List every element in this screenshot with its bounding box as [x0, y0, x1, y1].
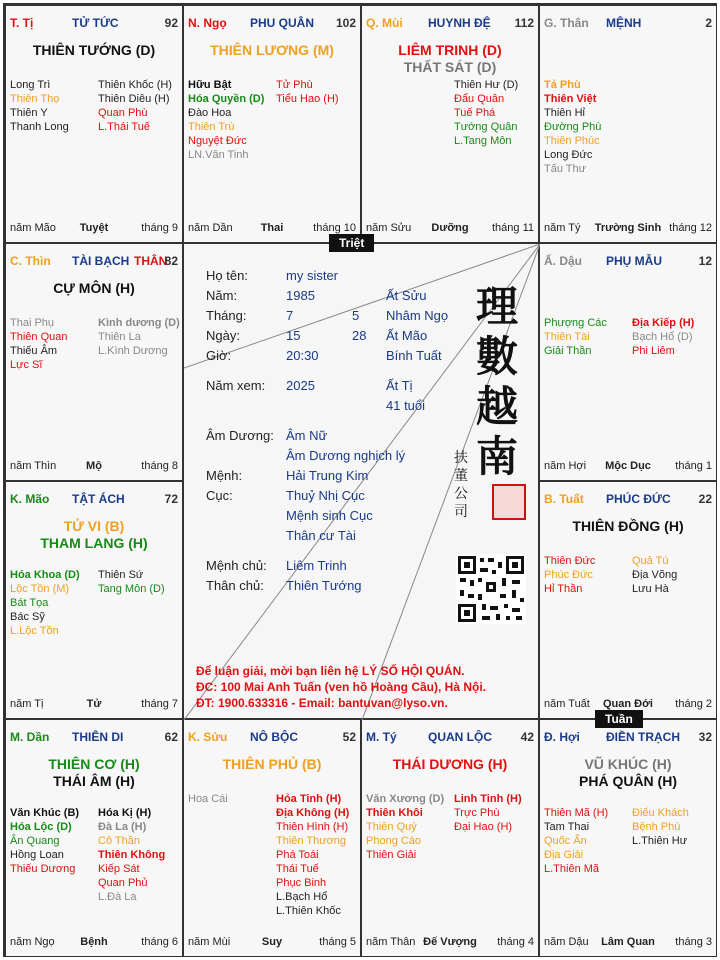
footer-truong-sinh: Quan Đới — [603, 698, 653, 710]
minor-star: Bát Tọa — [10, 597, 49, 609]
footer-truong-sinh: Mộ — [86, 460, 102, 472]
minor-stars-left — [188, 792, 228, 806]
earthly-branch: Q. Mùi — [366, 16, 403, 30]
main-star: THIÊN ĐỒNG (H) — [572, 518, 684, 534]
palace-name: TỬ TỨC — [72, 16, 119, 30]
value-thang-am: 5 — [352, 308, 360, 323]
palace-header — [544, 254, 712, 270]
footer-truong-sinh: Lâm Quan — [601, 936, 655, 948]
palace-footer — [10, 222, 178, 236]
footer-year: năm Dần — [188, 222, 233, 234]
minor-star: Đẩu Quân — [454, 93, 505, 105]
value-ngay: 15 — [286, 328, 301, 343]
main-stars — [540, 518, 716, 535]
label-ngay: Ngày: — [206, 328, 240, 343]
footer-month: tháng 5 — [319, 936, 356, 948]
palace-name: THIÊN DI — [72, 730, 124, 744]
minor-star: Quốc Ấn — [544, 835, 587, 847]
footer-truong-sinh: Mộc Dục — [605, 460, 651, 472]
value-gio: 20:30 — [286, 348, 319, 363]
main-star: CỰ MÔN (H) — [53, 280, 135, 296]
label-nam: Năm: — [206, 288, 238, 303]
minor-star: Lộc Tồn (M) — [10, 583, 70, 595]
minor-stars-right — [632, 806, 689, 848]
label-menh: Mệnh: — [206, 468, 243, 483]
palace-cell-hoi — [539, 719, 717, 957]
minor-star: Thiên Quý — [366, 821, 417, 833]
minor-star: Quan Phủ — [98, 877, 148, 889]
minor-stars-left — [10, 568, 80, 638]
minor-stars-right — [632, 554, 677, 596]
minor-star: Hỏa Tinh (H) — [276, 793, 342, 805]
palace-name: ĐIỀN TRẠCH — [606, 730, 680, 744]
main-star: VŨ KHÚC (H) — [584, 756, 672, 772]
minor-star: LN.Văn Tinh — [188, 149, 249, 161]
minor-star: Phi Liêm — [632, 345, 675, 357]
minor-star: Thiên Khốc (H) — [98, 79, 172, 91]
minor-star: Hỉ Thần — [544, 583, 583, 595]
value-cuc-3: Thân cư Tài — [286, 528, 356, 543]
footer-month: tháng 10 — [313, 222, 356, 234]
earthly-branch: K. Sửu — [188, 730, 228, 744]
footer-year: năm Hợi — [544, 460, 587, 472]
minor-star: Tuế Phá — [454, 107, 496, 119]
calligraphy-char-4: 南 — [476, 432, 519, 481]
minor-stars-left — [10, 806, 79, 876]
label-am-duong: Âm Dương: — [206, 428, 274, 443]
minor-star: Kiếp Sát — [98, 863, 140, 875]
triet-marker: Triệt — [329, 234, 374, 252]
label-than-chu: Thân chủ: — [206, 578, 264, 593]
minor-star: Tang Môn (D) — [98, 583, 165, 595]
minor-star: Địa Giải — [544, 849, 584, 861]
minor-star: Hóa Lộc (D) — [10, 821, 72, 833]
calligraphy-char-2: 數 — [476, 332, 519, 381]
minor-star: Tiểu Hao (H) — [276, 93, 339, 105]
age-number: 72 — [164, 492, 178, 506]
footer-year: năm Mão — [10, 222, 56, 234]
minor-star: Văn Khúc (B) — [10, 807, 80, 819]
footer-year: năm Tị — [10, 698, 44, 710]
footer-year: năm Ngọ — [10, 936, 55, 948]
earthly-branch: M. Dần — [10, 730, 50, 744]
palace-cell-thin — [5, 243, 183, 481]
minor-star: L.Đà La — [98, 891, 137, 903]
palace-footer — [544, 936, 712, 950]
palace-name: PHU QUÂN — [250, 16, 315, 30]
age-number: 32 — [698, 730, 712, 744]
age-number: 52 — [342, 730, 356, 744]
main-star: THIÊN LƯƠNG (M) — [210, 42, 334, 58]
value-tuoi: 41 tuổi — [386, 398, 426, 413]
main-star: THIÊN CƠ (H) — [48, 756, 140, 772]
minor-star: Tam Thai — [544, 821, 590, 833]
footer-truong-sinh: Thai — [260, 222, 284, 234]
palace-footer — [188, 936, 356, 950]
footer-month: tháng 1 — [675, 460, 712, 472]
earthly-branch: M. Tý — [366, 730, 397, 744]
value-than-chu: Thiên Tướng — [286, 578, 362, 593]
main-star: THIÊN TƯỚNG (D) — [32, 42, 156, 58]
footer-truong-sinh: Tử — [86, 698, 102, 710]
palace-cell-than — [539, 5, 717, 243]
main-stars — [184, 42, 360, 59]
palace-cell-mao — [5, 481, 183, 719]
palace-header — [544, 16, 712, 32]
minor-star: Hữu Bật — [188, 79, 232, 91]
palace-header — [366, 16, 534, 32]
value-thang: 7 — [286, 308, 294, 323]
palace-name: PHỤ MẪU — [606, 254, 662, 268]
earthly-branch: B. Tuất — [544, 492, 584, 506]
main-stars — [184, 756, 360, 773]
main-stars — [362, 42, 538, 76]
footer-truong-sinh: Bệnh — [80, 936, 108, 948]
minor-star: Thiên Hình (H) — [276, 821, 349, 833]
age-number: 102 — [335, 16, 356, 30]
minor-star: L.Kình Dương — [98, 345, 168, 357]
minor-star: Đại Hao (H) — [454, 821, 513, 833]
minor-stars-left — [10, 78, 69, 134]
minor-star: Long Trì — [10, 79, 51, 91]
palace-footer — [366, 936, 534, 950]
palace-cell-ngo — [183, 5, 361, 243]
palace-header — [544, 492, 712, 508]
footer-month: tháng 4 — [497, 936, 534, 948]
minor-star: Thiên Quan — [10, 331, 68, 343]
value-nam-can: Ất Sửu — [386, 288, 427, 303]
minor-star: Thiên Khôi — [366, 807, 423, 819]
palace-name: HUYNH ĐỆ — [428, 16, 491, 30]
minor-star: Cô Thần — [98, 835, 140, 847]
minor-star: Thiên Trù — [188, 121, 235, 133]
minor-star: Bệnh Phù — [632, 821, 681, 833]
palace-footer — [544, 460, 712, 474]
value-ngay-am: 28 — [352, 328, 367, 343]
palace-name: TÀI BẠCH — [72, 254, 130, 268]
minor-star: Tấu Thư — [544, 163, 587, 175]
palace-cell-ty — [361, 719, 539, 957]
palace-cell-suu — [183, 719, 361, 957]
minor-stars-left — [544, 806, 608, 876]
footer-truong-sinh: Dưỡng — [431, 222, 469, 234]
calligraphy-char-3: 越 — [476, 382, 519, 431]
minor-stars-right — [454, 78, 518, 148]
minor-star: Tướng Quân — [454, 121, 518, 133]
main-stars — [540, 756, 716, 790]
palace-header — [10, 730, 178, 746]
minor-star: Long Đức — [544, 149, 593, 161]
palace-header — [188, 16, 356, 32]
main-star: PHÁ QUÂN (H) — [579, 773, 677, 789]
minor-star: Thiên Thương — [276, 835, 347, 847]
red-seal-stamp — [492, 484, 526, 520]
minor-star: Giải Thần — [544, 345, 592, 357]
footer-month: tháng 9 — [141, 222, 178, 234]
main-star: THIÊN PHỦ (B) — [222, 756, 322, 772]
label-thang: Tháng: — [206, 308, 247, 323]
earthly-branch: C. Thìn — [10, 254, 51, 268]
footer-truong-sinh: Trường Sinh — [594, 222, 662, 234]
minor-stars-left — [10, 316, 67, 372]
main-star: THÁI DƯƠNG (H) — [392, 756, 508, 772]
minor-star: Hoa Cái — [188, 793, 228, 805]
earthly-branch: Đ. Hợi — [544, 730, 580, 744]
palace-footer — [10, 936, 178, 950]
label-nam-xem: Năm xem: — [206, 378, 266, 393]
calligraphy-char-1: 理 — [476, 282, 519, 331]
main-star: TỬ VI (B) — [63, 518, 125, 534]
minor-star: Trực Phù — [454, 807, 500, 819]
label-menh-chu: Mệnh chủ: — [206, 558, 267, 573]
minor-star: Thiên Đức — [544, 555, 596, 567]
minor-stars-left — [366, 792, 444, 862]
minor-star: L.Tang Môn — [454, 135, 512, 147]
footer-month: tháng 3 — [675, 936, 712, 948]
minor-star: Hóa Quyền (D) — [188, 93, 265, 105]
earthly-branch: G. Thân — [544, 16, 589, 30]
palace-cell-mui — [361, 5, 539, 243]
minor-stars-right — [98, 316, 180, 358]
minor-stars-right — [98, 78, 172, 134]
main-star: THÁI ÂM (H) — [53, 773, 135, 789]
minor-star: Thiên Hư (D) — [454, 79, 519, 91]
label-gio: Giờ: — [206, 348, 232, 363]
palace-footer — [10, 460, 178, 474]
minor-star: Đà La (H) — [98, 821, 147, 833]
minor-star: Tử Phù — [276, 79, 313, 91]
age-number: 12 — [698, 254, 712, 268]
minor-star: Nguyệt Đức — [188, 135, 247, 147]
minor-star: Đường Phù — [544, 121, 602, 133]
palace-header — [366, 730, 534, 746]
minor-star: Thai Phụ — [10, 317, 55, 329]
footer-month: tháng 8 — [141, 460, 178, 472]
minor-star: L.Lộc Tồn — [10, 625, 59, 637]
minor-star: Thanh Long — [10, 121, 69, 133]
tuan-marker: Tuần — [595, 710, 643, 728]
age-number: 82 — [164, 254, 178, 268]
minor-star: L.Bạch Hổ — [276, 891, 328, 903]
minor-star: Văn Xương (D) — [366, 793, 445, 805]
main-star: THẤT SÁT (D) — [403, 59, 497, 75]
minor-star: Thiên Không — [98, 849, 166, 861]
minor-star: Thiên Việt — [544, 93, 597, 105]
age-number: 92 — [164, 16, 178, 30]
footer-truong-sinh: Đế Vượng — [423, 936, 477, 948]
minor-star: Đào Hoa — [188, 107, 232, 119]
main-star: THAM LANG (H) — [40, 535, 148, 551]
minor-star: Thiếu Âm — [10, 345, 58, 357]
main-stars — [6, 756, 182, 790]
palace-footer — [544, 222, 712, 236]
palace-header — [10, 492, 178, 508]
main-stars — [362, 756, 538, 773]
value-nam-xem-can: Ất Tị — [386, 378, 413, 393]
value-am-duong-2: Âm Dương nghịch lý — [286, 448, 406, 463]
minor-stars-left — [188, 78, 264, 162]
earthly-branch: Ấ. Dậu — [544, 254, 583, 268]
minor-star: Thiếu Dương — [10, 863, 76, 875]
label-cuc: Cục: — [206, 488, 233, 503]
minor-star: Phượng Các — [544, 317, 607, 329]
minor-stars-right — [632, 316, 694, 358]
minor-star: Thiên Mã (H) — [544, 807, 609, 819]
minor-star: Thiên Sứ — [98, 569, 144, 581]
minor-star: Phong Cáo — [366, 835, 422, 847]
footer-year: năm Thân — [366, 936, 416, 948]
palace-footer — [366, 222, 534, 236]
footer-month: tháng 6 — [141, 936, 178, 948]
palace-name: PHÚC ĐỨC — [606, 492, 671, 506]
footer-year: năm Dậu — [544, 936, 589, 948]
minor-stars-left — [544, 78, 601, 176]
minor-stars-right — [276, 792, 349, 918]
minor-stars-right — [454, 792, 522, 834]
minor-star: Kình dương (D) — [98, 317, 180, 329]
footer-year: năm Tuất — [544, 698, 590, 710]
label-ho-ten: Họ tên: — [206, 268, 248, 283]
minor-stars-left — [544, 554, 595, 596]
value-menh-chu: Liêm Trinh — [286, 558, 347, 573]
palace-cell-tuat — [539, 481, 717, 719]
palace-cell-dau — [539, 243, 717, 481]
footer-year: năm Sửu — [366, 222, 412, 234]
minor-star: Hóa Khoa (D) — [10, 569, 80, 581]
value-ho-ten: my sister — [286, 268, 338, 283]
main-stars — [6, 42, 182, 59]
earthly-branch: K. Mão — [10, 492, 50, 506]
minor-star: Điếu Khách — [632, 807, 689, 819]
value-cuc: Thuỷ Nhị Cục — [286, 488, 365, 503]
minor-star: Địa Kiếp (H) — [632, 317, 695, 329]
minor-star: Thiên Phúc — [544, 135, 600, 147]
minor-star: Linh Tinh (H) — [454, 793, 522, 805]
minor-star: Thiên Hỉ — [544, 107, 585, 119]
minor-stars-right — [98, 806, 165, 904]
minor-star: Phục Binh — [276, 877, 327, 889]
palace-header — [10, 254, 178, 270]
value-menh: Hải Trung Kim — [286, 468, 369, 483]
minor-star: Thiên Giải — [366, 849, 417, 861]
minor-star: Thiên Y — [10, 107, 48, 119]
footer-year: năm Thìn — [10, 460, 57, 472]
minor-star: Lực Sĩ — [10, 359, 43, 371]
minor-star: Quả Tú — [632, 555, 669, 567]
minor-star: Hóa Kị (H) — [98, 807, 152, 819]
footer-month: tháng 11 — [491, 222, 534, 234]
palace-cell-dan — [5, 719, 183, 957]
minor-star: Phúc Đức — [544, 569, 593, 581]
minor-stars-left — [544, 316, 607, 358]
minor-star: Ân Quang — [10, 835, 60, 847]
minor-star: L.Thiên Mã — [544, 863, 600, 875]
minor-star: L.Thái Tuế — [98, 121, 150, 133]
minor-star: Tả Phù — [544, 79, 581, 91]
minor-star: L.Thiên Hư — [632, 835, 688, 847]
value-cuc-2: Mệnh sinh Cục — [286, 508, 373, 523]
age-number: 42 — [520, 730, 534, 744]
minor-stars-right — [276, 78, 339, 106]
minor-star: Địa Không (H) — [276, 807, 350, 819]
minor-star: L.Thiên Khốc — [276, 905, 341, 917]
minor-star: Thiên Tài — [544, 331, 590, 343]
palace-name: QUAN LỘC — [428, 730, 492, 744]
value-ngay-can: Ất Mão — [386, 328, 428, 343]
qr-code-image — [456, 554, 526, 624]
calligraphy-side-text: 扶董公司 — [454, 450, 468, 520]
minor-stars-right — [98, 568, 165, 596]
footer-truong-sinh: Tuyệt — [79, 222, 109, 234]
minor-star: Lưu Hà — [632, 583, 669, 595]
footer-month: tháng 12 — [669, 222, 712, 234]
palace-header — [544, 730, 712, 746]
earthly-branch: N. Ngọ — [188, 16, 227, 30]
minor-star: Thiên Diêu (H) — [98, 93, 170, 105]
main-stars — [6, 518, 182, 552]
palace-footer — [10, 698, 178, 712]
minor-star: Thiên Thọ — [10, 93, 60, 105]
horoscope-chart — [3, 3, 717, 957]
minor-star: Địa Võng — [632, 569, 678, 581]
value-nam-xem: 2025 — [286, 378, 315, 393]
palace-cell-ti — [5, 5, 183, 243]
minor-star: Bác Sỹ — [10, 611, 45, 623]
than-marker: THÂN — [134, 254, 168, 268]
palace-name: MỆNH — [606, 16, 642, 30]
contact-line-3: ĐT: 1900.633316 - Email: bantuvan@lyso.vn. — [196, 696, 448, 710]
footer-truong-sinh: Suy — [261, 936, 283, 948]
center-info-panel — [183, 243, 539, 719]
footer-month: tháng 7 — [141, 698, 178, 710]
value-am-duong: Âm Nữ — [286, 428, 328, 443]
age-number: 22 — [698, 492, 712, 506]
main-star: LIÊM TRINH (D) — [398, 42, 502, 58]
main-stars — [6, 280, 182, 297]
minor-star: Bạch Hổ (D) — [632, 331, 693, 343]
footer-month: tháng 2 — [675, 698, 712, 710]
footer-year: năm Mùi — [188, 936, 231, 948]
palace-name: NÔ BỘC — [250, 730, 298, 744]
contact-line-1: Để luận giải, mời bạn liên hệ LÝ SỐ HỘI QUÁN. — [196, 664, 465, 678]
minor-star: Quan Phù — [98, 107, 148, 119]
age-number: 2 — [705, 16, 712, 30]
value-gio-can: Bính Tuất — [386, 348, 442, 363]
palace-header — [10, 16, 178, 32]
footer-year: năm Tý — [544, 222, 581, 234]
minor-star: Hồng Loan — [10, 849, 64, 861]
minor-star: Thái Tuế — [276, 863, 319, 875]
contact-line-2: ĐC: 100 Mai Anh Tuấn (ven hồ Hoàng Cầu), Hà Nội. — [196, 680, 487, 694]
palace-name: TẬT ÁCH — [72, 492, 125, 506]
minor-star: Phá Toái — [276, 849, 319, 861]
age-number: 62 — [164, 730, 178, 744]
palace-header — [188, 730, 356, 746]
minor-star: Thiên La — [98, 331, 141, 343]
value-nam: 1985 — [286, 288, 315, 303]
age-number: 112 — [514, 16, 534, 30]
value-thang-can: Nhâm Ngọ — [386, 308, 449, 323]
earthly-branch: T. Tị — [10, 16, 34, 30]
